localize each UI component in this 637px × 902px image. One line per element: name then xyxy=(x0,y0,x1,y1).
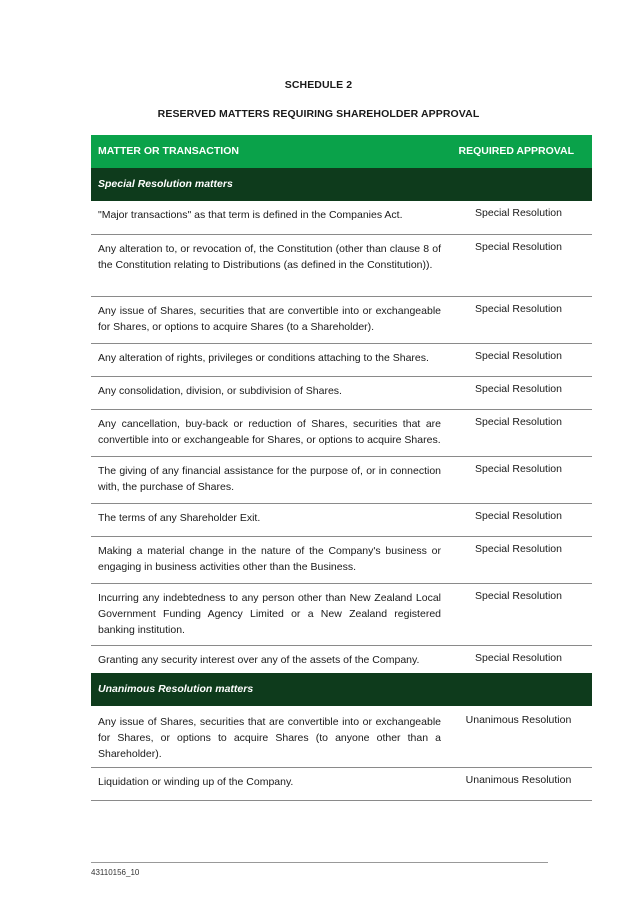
matter-cell: The terms of any Shareholder Exit. xyxy=(98,512,261,524)
reserved-matters-table xyxy=(91,135,592,801)
approval-cell: Special Resolution xyxy=(475,241,562,253)
matter-cell: Making a material change in the nature of the Company's business or engaging in business activities other than the Business. xyxy=(98,545,441,573)
table-row xyxy=(91,344,592,377)
table-row xyxy=(91,504,592,537)
table-row xyxy=(91,706,592,768)
table-header xyxy=(91,135,592,168)
schedule-title: SCHEDULE 2 xyxy=(284,79,353,91)
matter-cell: Granting any security interest over any of the assets of the Company. xyxy=(98,654,420,666)
approval-cell: Special Resolution xyxy=(475,510,562,522)
matter-cell: Incurring any indebtedness to any person other than New Zealand Local Government Funding Agency Limited or a New Zealand registered banking institution. xyxy=(98,592,441,636)
matter-cell: The giving of any financial assistance for the purpose of, or in connection with, the purchase of Shares. xyxy=(98,465,441,493)
table-row xyxy=(91,377,592,410)
approval-cell: Unanimous Resolution xyxy=(465,774,572,786)
approval-cell: Special Resolution xyxy=(475,590,562,602)
approval-cell: Special Resolution xyxy=(475,463,562,475)
table-row xyxy=(91,457,592,504)
approval-cell: Special Resolution xyxy=(475,303,562,315)
approval-cell: Special Resolution xyxy=(475,543,562,555)
schedule-subtitle: RESERVED MATTERS REQUIRING SHAREHOLDER APPROVAL xyxy=(157,108,480,120)
table-row xyxy=(91,537,592,584)
header-approval: REQUIRED APPROVAL xyxy=(458,145,574,157)
approval-cell: Special Resolution xyxy=(475,350,562,362)
approval-cell: Special Resolution xyxy=(475,207,562,219)
table-row xyxy=(91,646,592,673)
approval-cell: Unanimous Resolution xyxy=(465,714,572,726)
table-row xyxy=(91,410,592,457)
matter-cell: Liquidation or winding up of the Company. xyxy=(98,776,294,788)
section-header-special xyxy=(91,168,592,201)
section-title: Special Resolution matters xyxy=(98,178,233,190)
table-row xyxy=(91,768,592,801)
section-header-unanimous xyxy=(91,673,592,706)
matter-cell: Any consolidation, division, or subdivision of Shares. xyxy=(98,385,342,397)
approval-cell: Special Resolution xyxy=(475,383,562,395)
approval-cell: Special Resolution xyxy=(475,416,562,428)
header-matter: MATTER OR TRANSACTION xyxy=(98,145,239,157)
matter-cell: Any issue of Shares, securities that are convertible into or exchangeable for Shares, or options to acquire Shares (to a Shareholder). xyxy=(98,305,441,333)
section-title: Unanimous Resolution matters xyxy=(98,683,254,695)
matter-cell: Any alteration of rights, privileges or conditions attaching to the Shares. xyxy=(98,352,429,364)
table-row xyxy=(91,201,592,235)
approval-cell: Special Resolution xyxy=(475,652,562,664)
table-row xyxy=(91,584,592,646)
matter-cell: Any cancellation, buy-back or reduction of Shares, securities that are convertible into or exchangeable for Shares, or options to acquire Shares. xyxy=(98,418,441,446)
matter-cell: Any issue of Shares, securities that are convertible into or exchangeable for Shares, or options to acquire Shares (to anyone other than a Shareholder). xyxy=(98,716,441,760)
matter-cell: Any alteration to, or revocation of, the Constitution (other than clause 8 of the Constitution relating to Distributions (as defined in the Constitution)). xyxy=(98,243,441,271)
matter-cell: "Major transactions" as that term is defined in the Companies Act. xyxy=(98,209,403,221)
table-row xyxy=(91,297,592,344)
document-reference: 43110156_10 xyxy=(91,868,140,877)
table-row xyxy=(91,235,592,297)
footer-divider xyxy=(91,862,548,863)
